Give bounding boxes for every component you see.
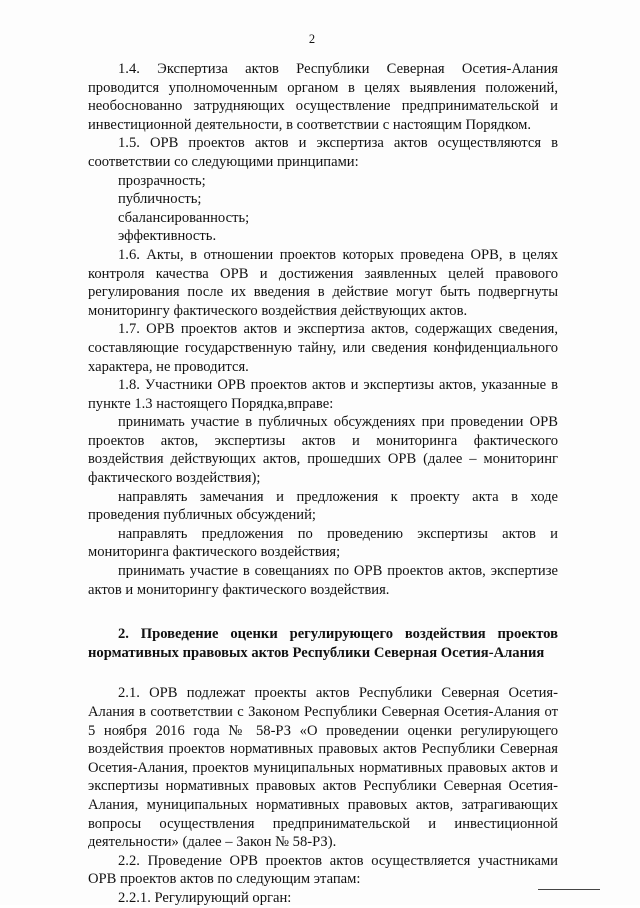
paragraph-1-8-right-b: направлять замечания и предложения к проекту акта в ходе проведения публичных обсуждений; bbox=[88, 488, 558, 524]
principle-item: публичность; bbox=[118, 191, 202, 208]
paragraph-1-8-right-c: направлять предложения по проведению экспертизы актов и мониторинга фактического воздействия; bbox=[88, 525, 558, 561]
paragraph-1-4: 1.4. Экспертиза актов Республики Северная Осетия-Алания проводится уполномоченным органом в целях выявления положений, необоснованно затрудняющих осуществление предпринимательской и инвестиционной деятельности, в соответствии с настоящим Порядком. bbox=[88, 61, 558, 133]
principle-item: прозрачность; bbox=[118, 172, 206, 189]
principle-item: эффективность. bbox=[118, 228, 217, 245]
paragraph-1-7: 1.7. ОРВ проектов актов и экспертиза актов, содержащих сведения, составляющие государственную тайну, или сведения конфиденциального характера, не проводится. bbox=[88, 321, 558, 375]
document-body bbox=[88, 60, 558, 908]
paragraph-2-1: 2.1. ОРВ подлежат проекты актов Республики Северная Осетия-Алания в соответствии с Законом Республики Северная Осетия-Алания от 5 ноября 2016 года № 58-РЗ «О проведении оценки регулирующего воздействия проектов нормативных правовых актов Республики Северная Осетия-Алания, проектов муниципальных нормативных правовых актов и экспертизы нормативных правовых актов Республики Северная Осетия-Алания, муниципальных нормативных правовых актов, затрагивающих вопросы осуществления предпринимательской и инвестиционной деятельности» (далее – Закон № 58-РЗ). bbox=[88, 685, 558, 851]
paragraph-1-8-right-d: принимать участие в совещаниях по ОРВ проектов актов, экспертизе актов и мониторингу фактического воздействия. bbox=[88, 563, 558, 598]
paragraph-1-8-right-a: принимать участие в публичных обсуждениях при проведении ОРВ проектов актов, экспертизы актов и мониторинга фактического воздействия действующих актов, прошедших ОРВ (далее – мониторинг фактического воздействия); bbox=[88, 414, 558, 487]
principle-item: сбалансированность; bbox=[118, 209, 250, 226]
paragraph-2-2: 2.2. Проведение ОРВ проектов актов осуществляется участниками ОРВ проектов актов по следующим этапам: bbox=[88, 852, 558, 888]
paragraph-1-8: 1.8. Участники ОРВ проектов актов и экспертизы актов, указанные в пункте 1.3 настоящего Порядка,вправе: bbox=[88, 377, 558, 412]
paragraph-2-2-1: 2.2.1. Регулирующий орган: bbox=[118, 889, 292, 906]
paragraph-1-6: 1.6. Акты, в отношении проектов которых проведена ОРВ, в целях контроля качества ОРВ и достижения заявленных целей правового регулирования после их введения в действие могут быть подвергнуты мониторингу фактического воздействия действующих актов. bbox=[88, 246, 558, 319]
page-number: 2 bbox=[308, 32, 316, 46]
footer-rule bbox=[538, 889, 600, 890]
paragraph-1-5: 1.5. ОРВ проектов актов и экспертиза актов осуществляются в соответствии со следующими принципами: bbox=[88, 135, 558, 170]
section-2-heading: 2. Проведение оценки регулирующего воздействия проектов нормативных правовых актов Республики Северная Осетия-Алания bbox=[88, 626, 558, 661]
